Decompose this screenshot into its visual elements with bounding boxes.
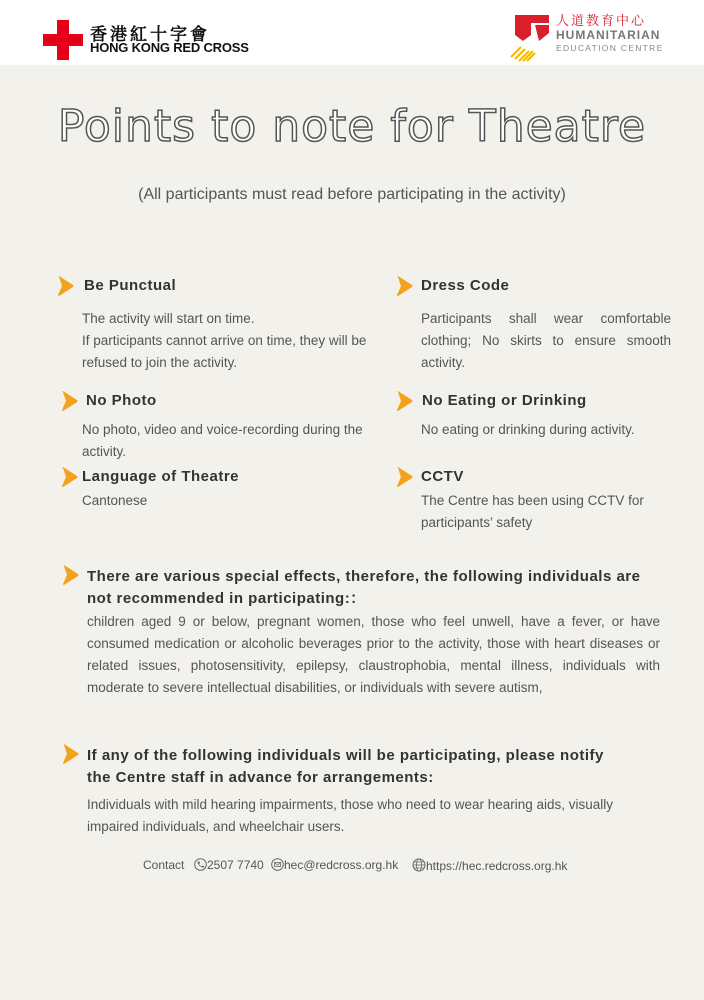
hec-name-en-line2: EDUCATION CENTRE [556,43,664,53]
photo-title: No Photo [86,392,157,409]
arrow-bullet-icon [61,391,78,411]
punctual-body: The activity will start on time. If participants cannot arrive on time, they will be refused to join the activity. [82,311,367,370]
red-cross-name-en: HONG KONG RED CROSS [90,40,249,55]
red-cross-logo [43,20,83,60]
website-url: https://hec.redcross.org.hk [426,859,568,873]
phone-icon [194,858,207,871]
subtitle: (All participants must read before participating in the activity) [138,186,566,203]
page-title [0,95,704,161]
notify-body: Individuals with mild hearing impairments, those who need to wear hearing aids, visually impaired individuals, and wheelchair users. [87,797,614,834]
hec-logo [509,11,555,63]
effects-body: children aged 9 or below, pregnant women, those who feel unwell, have a fever, or have consumed medication or alcoholic beverages prior to the activity, those with heart diseases or related issues, photosensitivity, epilepsy, claustrophobia, mental illness, individuals with moderate to severe intellectual disabilities, or individuals with severe autism, [87,614,660,695]
arrow-bullet-icon [62,565,79,585]
globe-icon [412,858,426,872]
eating-body: No eating or drinking during activity. [421,422,635,437]
arrow-bullet-icon [61,467,78,487]
language-title: Language of Theatre [82,468,240,485]
arrow-bullet-icon [62,744,79,764]
email-icon [271,858,284,871]
contact-email[interactable] [271,858,398,872]
eating-title: No Eating or Drinking [422,392,587,409]
hec-name-zh: 人道教育中心 [556,14,647,29]
cctv-title: CCTV [421,468,464,485]
dress-title: Dress Code [421,277,510,294]
contact-label: Contact [143,858,185,872]
arrow-bullet-icon [396,467,413,487]
header-bar [0,0,704,65]
photo-body: No photo, video and voice-recording during the activity. [82,422,363,459]
phone-number: 2507 7740 [207,858,264,872]
contact-website[interactable] [412,858,567,873]
hec-name-en-line1: HUMANITARIAN [556,28,661,42]
punctual-title: Be Punctual [84,277,177,294]
dress-body: Participants shall wear comfortable clothing; No skirts to ensure smooth activity. [421,311,671,370]
arrow-bullet-icon [396,276,413,296]
effects-title: There are various special effects, therefore, the following individuals are not recommended in participating:： [87,568,641,607]
email-address: hec@redcross.org.hk [284,858,399,872]
red-cross-name-zh: 香港紅十字會 [90,25,210,45]
notify-title: If any of the following individuals will be participating, please notify the Centre staff in advance for arrangements: [87,747,604,786]
cctv-body: The Centre has been using CCTV for participants’ safety [421,493,644,530]
arrow-bullet-icon [396,391,413,411]
arrow-bullet-icon [57,276,74,296]
language-body: Cantonese [82,493,148,508]
contact-phone[interactable] [194,858,264,872]
svg-text:Points to note for Theatre: Points to note for Theatre [57,101,647,152]
